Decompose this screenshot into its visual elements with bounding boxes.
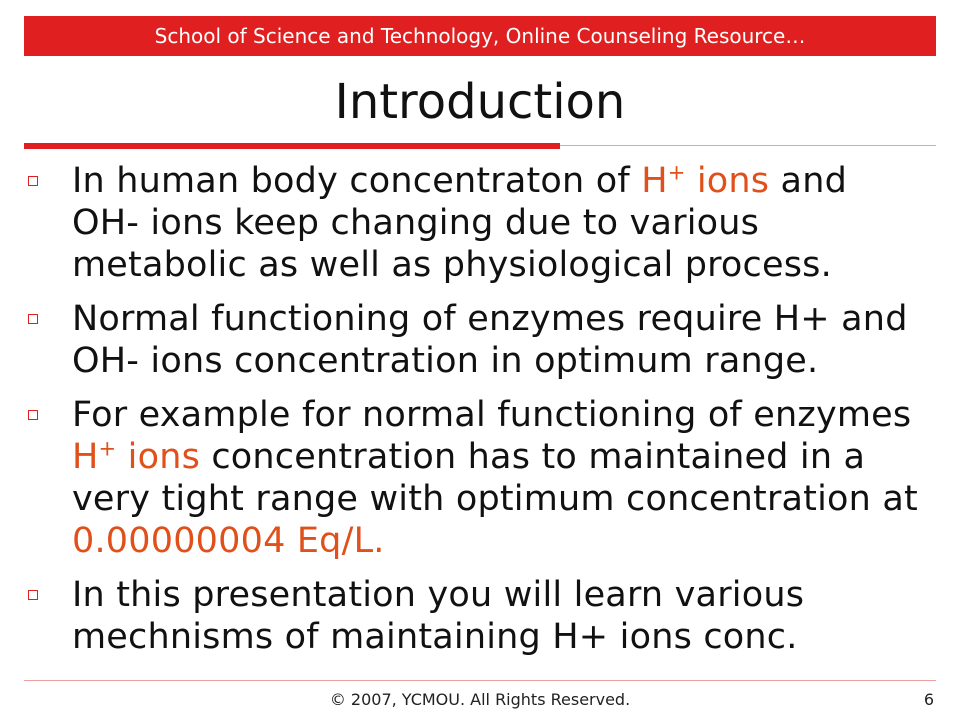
highlight-text [72,437,200,477]
footer-divider [24,680,936,681]
square-bullet-icon [28,314,38,324]
title-divider-thick [24,143,560,149]
banner-text: School of Science and Technology, Online Counseling Resource… [154,24,806,48]
highlight-text [641,161,769,201]
ion-label: ions [116,437,201,477]
footer-copyright: © 2007, YCMOU. All Rights Reserved. [329,690,631,709]
square-bullet-icon [28,590,38,600]
bullet-text: For example for normal functioning of enzymes [72,395,912,435]
bullet-text: and OH- ions keep changing due to various metabolic as well as physiological process. [72,161,847,285]
bullet-item [0,394,960,562]
ion-charge: + [98,436,117,461]
bullet-text: In this presentation you will learn various mechnisms of maintaining H+ ions conc. [72,575,805,657]
ion-symbol: H [72,437,99,477]
page-number: 6 [923,690,934,709]
ion-charge: + [667,160,686,185]
bullet-list [0,160,960,670]
square-bullet-icon [28,176,38,186]
bullet-item [0,574,960,658]
bullet-text: concentration has to maintained in a very tight range with optimum concentration at [72,437,918,519]
slide-title: Introduction [334,74,626,130]
concentration-value: 0.00000004 Eq/L. [72,521,385,561]
bullet-item [0,160,960,286]
bullet-text: Normal functioning of enzymes require H+ and OH- ions concentration in optimum range. [72,299,908,381]
bullet-text: In human body concentraton of [72,161,642,201]
header-banner [24,16,936,56]
bullet-item [0,298,960,382]
ion-label: ions [685,161,770,201]
ion-symbol: H [641,161,668,201]
square-bullet-icon [28,410,38,420]
